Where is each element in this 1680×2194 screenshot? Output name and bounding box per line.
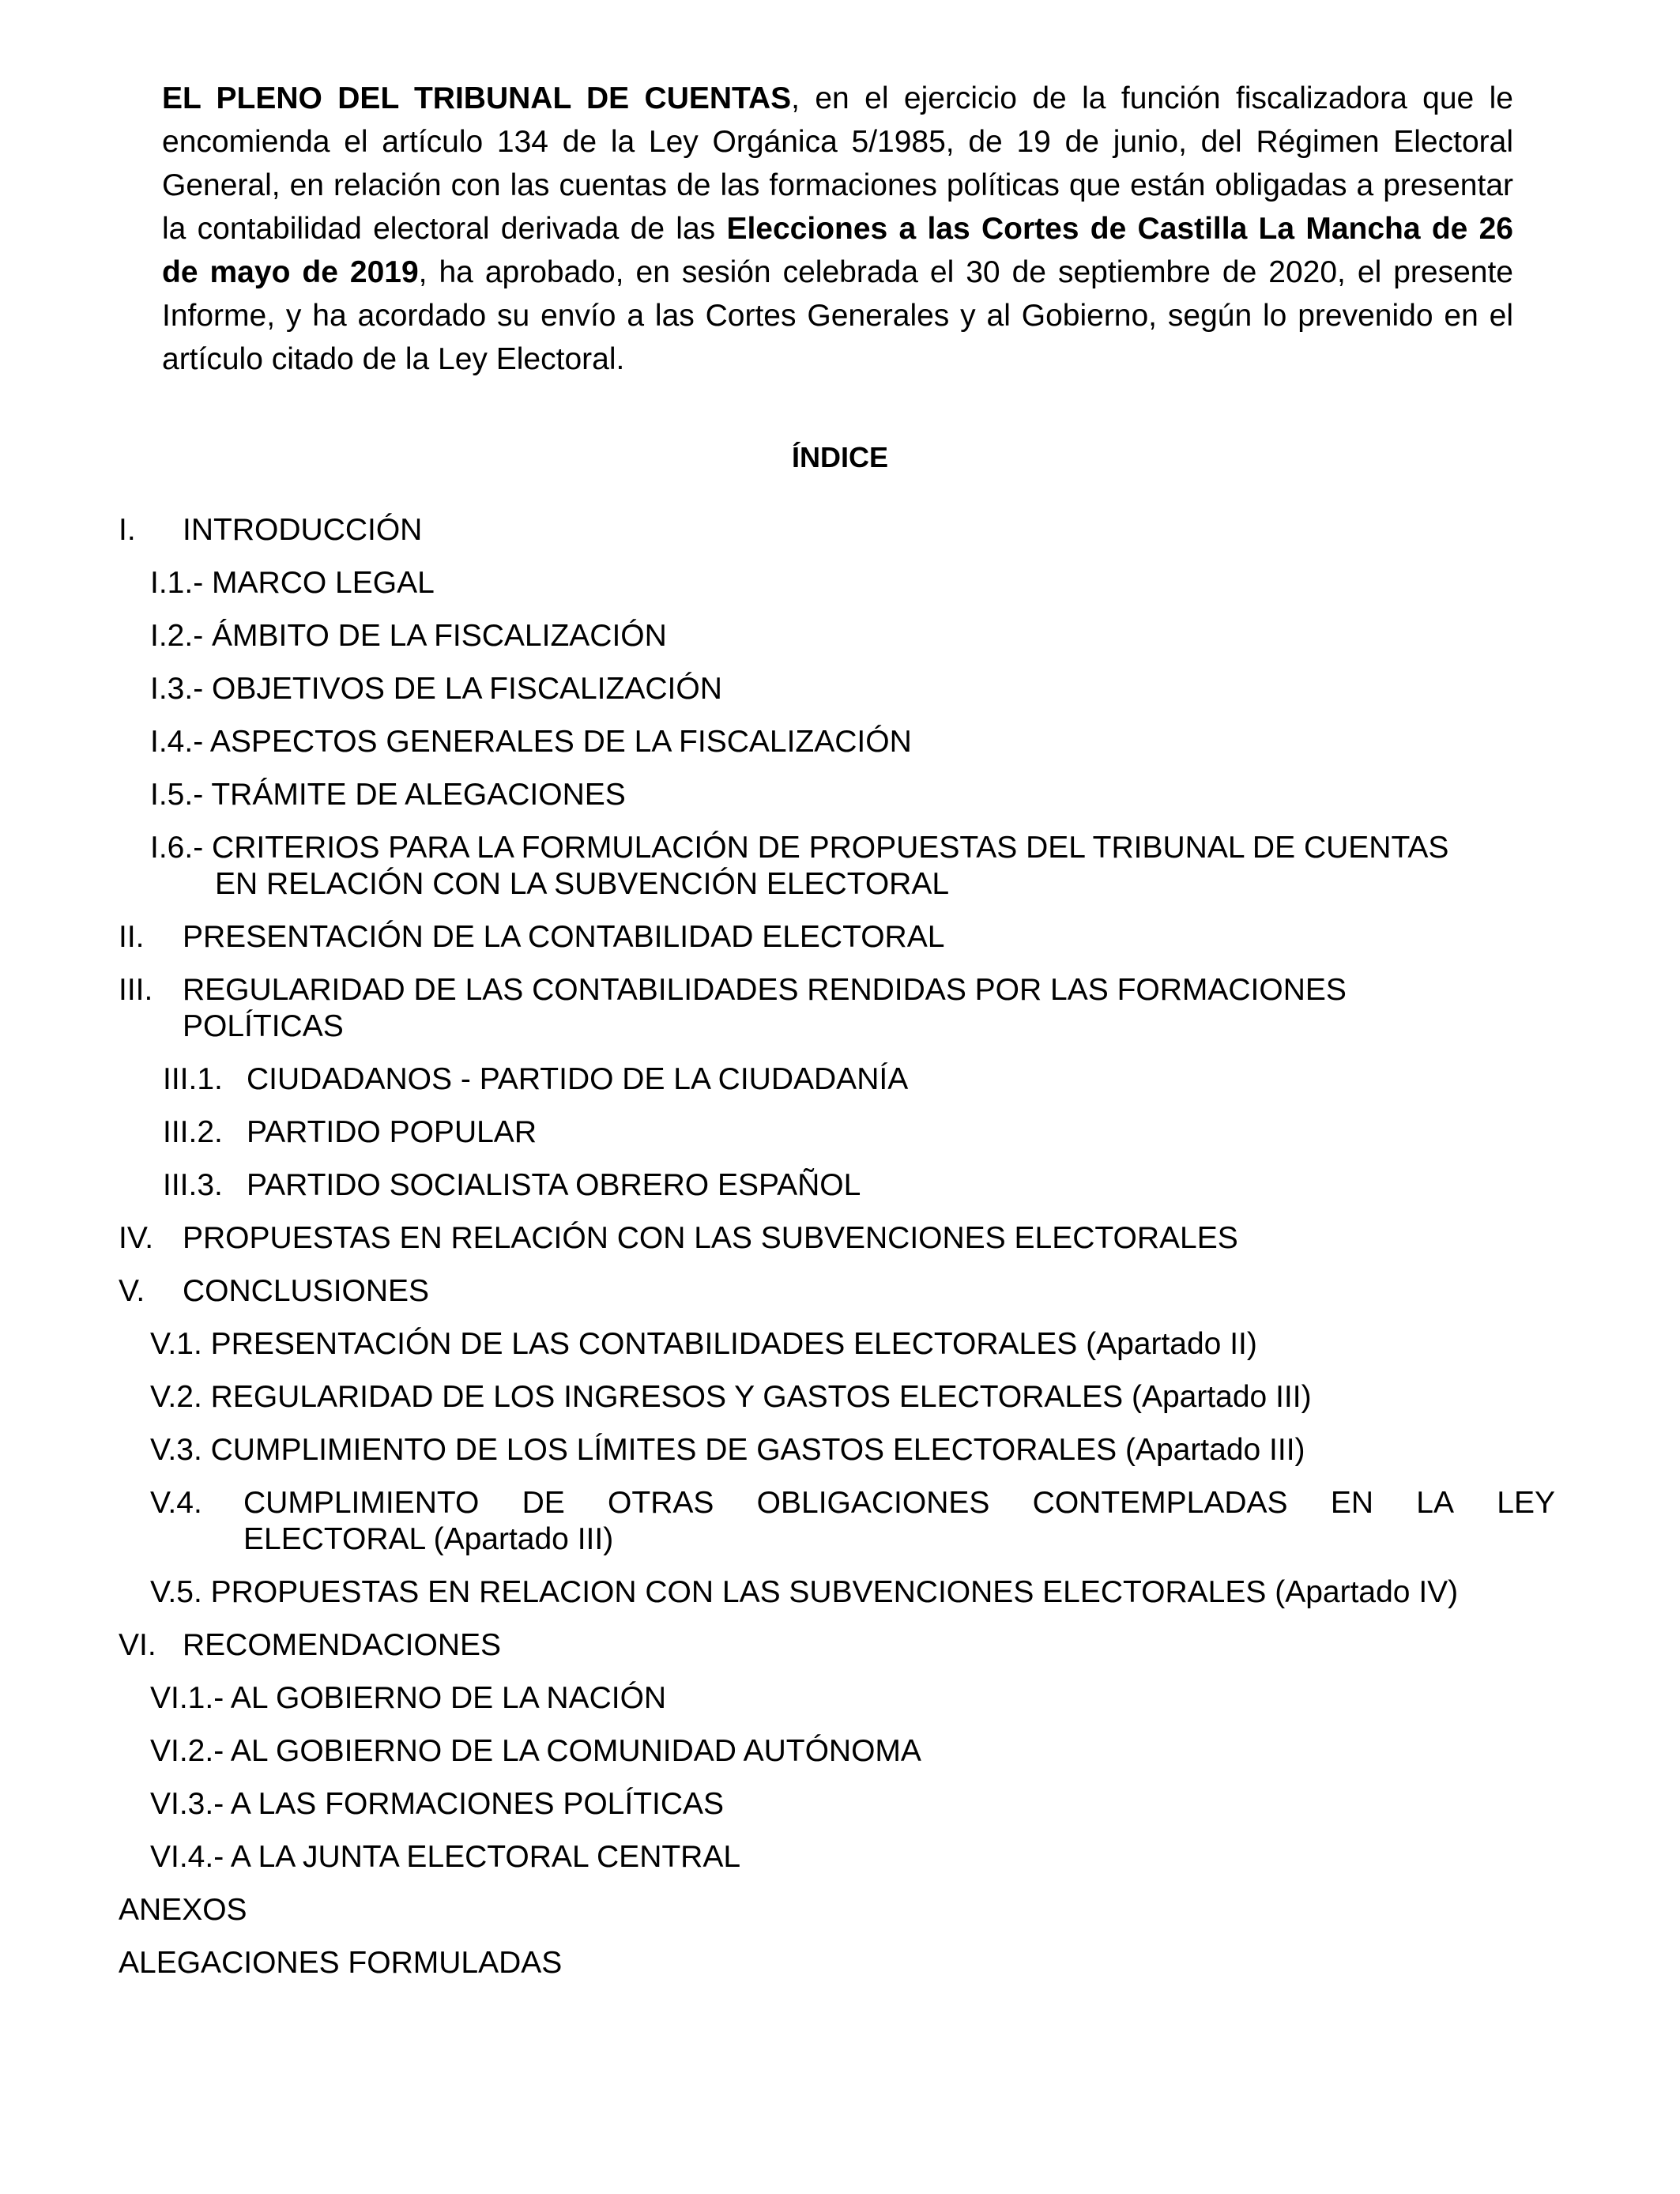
- toc-text: AL GOBIERNO DE LA NACIÓN: [230, 1681, 667, 1715]
- toc-text-continuation: EN RELACIÓN CON LA SUBVENCIÓN ELECTORAL: [215, 867, 950, 901]
- toc-number: I.5.-: [150, 778, 204, 812]
- index-title: ÍNDICE: [791, 441, 888, 473]
- intro-bold-election: Elecciones a las Cortes de Castilla La Mancha de 26 de mayo de 2019: [162, 212, 1513, 289]
- toc-entry-1-6[interactable]: [150, 830, 1448, 866]
- intro-text-2: , ha aprobado, en sesión celebrada el 30 de septiembre de 2020, el presente Informe, y ha acordado su envío a las Cortes Generales y al Gobierno, según lo prevenido en el artículo citado de la Ley Electoral.: [162, 255, 1514, 376]
- toc-text: TRÁMITE DE ALEGACIONES: [211, 778, 626, 812]
- toc-entry-1-1[interactable]: [150, 565, 435, 601]
- toc-word: OBLIGACIONES: [756, 1486, 990, 1520]
- toc-text: A LAS FORMACIONES POLÍTICAS: [230, 1787, 725, 1821]
- toc-number: III.2.: [163, 1115, 223, 1149]
- toc-number: II.: [119, 920, 145, 954]
- toc-text: PARTIDO SOCIALISTA OBRERO ESPAÑOL: [247, 1168, 861, 1202]
- toc-number: I.4.-: [150, 725, 204, 759]
- toc-text: AL GOBIERNO DE LA COMUNIDAD AUTÓNOMA: [230, 1734, 921, 1768]
- toc-entry-1-5[interactable]: [150, 777, 626, 813]
- toc-text: REGULARIDAD DE LOS INGRESOS Y GASTOS ELECTORALES (Apartado III): [210, 1380, 1312, 1414]
- toc-word: LA: [1416, 1486, 1454, 1520]
- toc-entry-6-1[interactable]: [150, 1680, 666, 1717]
- toc-number: I.2.-: [150, 619, 204, 653]
- toc-text: [243, 1485, 1555, 1521]
- toc-text: PROPUESTAS EN RELACION CON LAS SUBVENCIONES ELECTORALES (Apartado IV): [210, 1575, 1459, 1609]
- toc-number: V.: [119, 1274, 145, 1308]
- toc-text: PARTIDO POPULAR: [247, 1115, 537, 1149]
- intro-paragraph: [162, 77, 1513, 381]
- toc-entry-6-2[interactable]: [150, 1733, 921, 1770]
- toc-number: VI.: [119, 1628, 156, 1662]
- toc-number: I.6.-: [150, 831, 204, 865]
- toc-text: PROPUESTAS EN RELACIÓN CON LAS SUBVENCIONES ELECTORALES: [183, 1221, 1238, 1255]
- toc-number: V.1.: [150, 1327, 202, 1361]
- toc-text: CUMPLIMIENTO DE LOS LÍMITES DE GASTOS ELECTORALES (Apartado III): [210, 1433, 1305, 1467]
- toc-number: I.3.-: [150, 672, 204, 706]
- intro-bold-lead: EL PLENO DEL TRIBUNAL DE CUENTAS: [162, 81, 792, 115]
- toc-entry-1-4[interactable]: [150, 724, 912, 760]
- intro-text-1: , en el ejercicio de la función fiscalizadora que le encomienda el artículo 134 de la Ley Orgánica 5/1985, de 19 de junio, del Régimen Electoral General, en relación con las cuentas de las formaciones políticas que están obligadas a presentar la contabilidad electoral derivada de las: [162, 81, 1513, 246]
- toc-word: OTRAS: [608, 1486, 714, 1520]
- toc-entry-5-4-continuation[interactable]: [243, 1521, 613, 1558]
- toc-text: A LA JUNTA ELECTORAL CENTRAL: [230, 1840, 741, 1874]
- toc-text: PRESENTACIÓN DE LAS CONTABILIDADES ELECTORALES (Apartado II): [210, 1327, 1257, 1361]
- toc-number: V.3.: [150, 1433, 202, 1467]
- toc-number: IV.: [119, 1221, 154, 1255]
- toc-word: CONTEMPLADAS: [1032, 1486, 1288, 1520]
- toc-number: V.4.: [150, 1486, 202, 1520]
- toc-text: RECOMENDACIONES: [183, 1628, 502, 1662]
- toc-entry-6-4[interactable]: [150, 1839, 740, 1875]
- toc-text: CRITERIOS PARA LA FORMULACIÓN DE PROPUESTAS DEL TRIBUNAL DE CUENTAS: [212, 831, 1449, 865]
- toc-number: I.: [119, 513, 136, 547]
- toc-text: MARCO LEGAL: [212, 566, 435, 600]
- toc-entry-anexos[interactable]: [119, 1892, 247, 1928]
- toc-entry-6-3[interactable]: [150, 1786, 724, 1823]
- toc-text-continuation: ELECTORAL (Apartado III): [243, 1522, 614, 1556]
- toc-text: ALEGACIONES FORMULADAS: [119, 1946, 563, 1980]
- toc-text: CIUDADANOS - PARTIDO DE LA CIUDADANÍA: [247, 1062, 909, 1096]
- toc-text-continuation: POLÍTICAS: [183, 1009, 344, 1043]
- toc-entry-1-6-continuation[interactable]: [215, 866, 949, 903]
- toc-word: LEY: [1497, 1486, 1555, 1520]
- toc-number: I.1.-: [150, 566, 204, 600]
- toc-text: INTRODUCCIÓN: [183, 513, 423, 547]
- toc-text: REGULARIDAD DE LAS CONTABILIDADES RENDIDAS POR LAS FORMACIONES: [183, 973, 1347, 1007]
- toc-entry-5-5[interactable]: [150, 1574, 1458, 1611]
- toc-entry-5-1[interactable]: [150, 1326, 1257, 1363]
- toc-text: PRESENTACIÓN DE LA CONTABILIDAD ELECTORAL: [183, 920, 945, 954]
- toc-entry-5-2[interactable]: [150, 1379, 1312, 1416]
- toc-entry-alegaciones[interactable]: [119, 1945, 562, 1981]
- toc-text: ÁMBITO DE LA FISCALIZACIÓN: [212, 619, 667, 653]
- toc-entry-1-3[interactable]: [150, 671, 722, 707]
- toc-text: ASPECTOS GENERALES DE LA FISCALIZACIÓN: [209, 725, 912, 759]
- toc-entry-1-2[interactable]: [150, 618, 667, 654]
- toc-number: VI.2.-: [150, 1734, 224, 1768]
- toc-word: CUMPLIMIENTO: [243, 1486, 480, 1520]
- toc-entry-5-3[interactable]: [150, 1432, 1305, 1468]
- toc-number: VI.3.-: [150, 1787, 224, 1821]
- toc-text: CONCLUSIONES: [183, 1274, 430, 1308]
- toc-text: OBJETIVOS DE LA FISCALIZACIÓN: [212, 672, 722, 706]
- toc-number: V.5.: [150, 1575, 202, 1609]
- toc-number: V.2.: [150, 1380, 202, 1414]
- toc-entry-3-continuation[interactable]: [183, 1008, 344, 1045]
- toc-word: EN: [1330, 1486, 1374, 1520]
- toc-number: III.: [119, 973, 153, 1007]
- toc-number: VI.4.-: [150, 1840, 224, 1874]
- toc-number: VI.1.-: [150, 1681, 224, 1715]
- toc-number: III.1.: [163, 1062, 223, 1096]
- toc-text: ANEXOS: [119, 1893, 247, 1927]
- toc-word: DE: [522, 1486, 565, 1520]
- toc-number: III.3.: [163, 1168, 223, 1202]
